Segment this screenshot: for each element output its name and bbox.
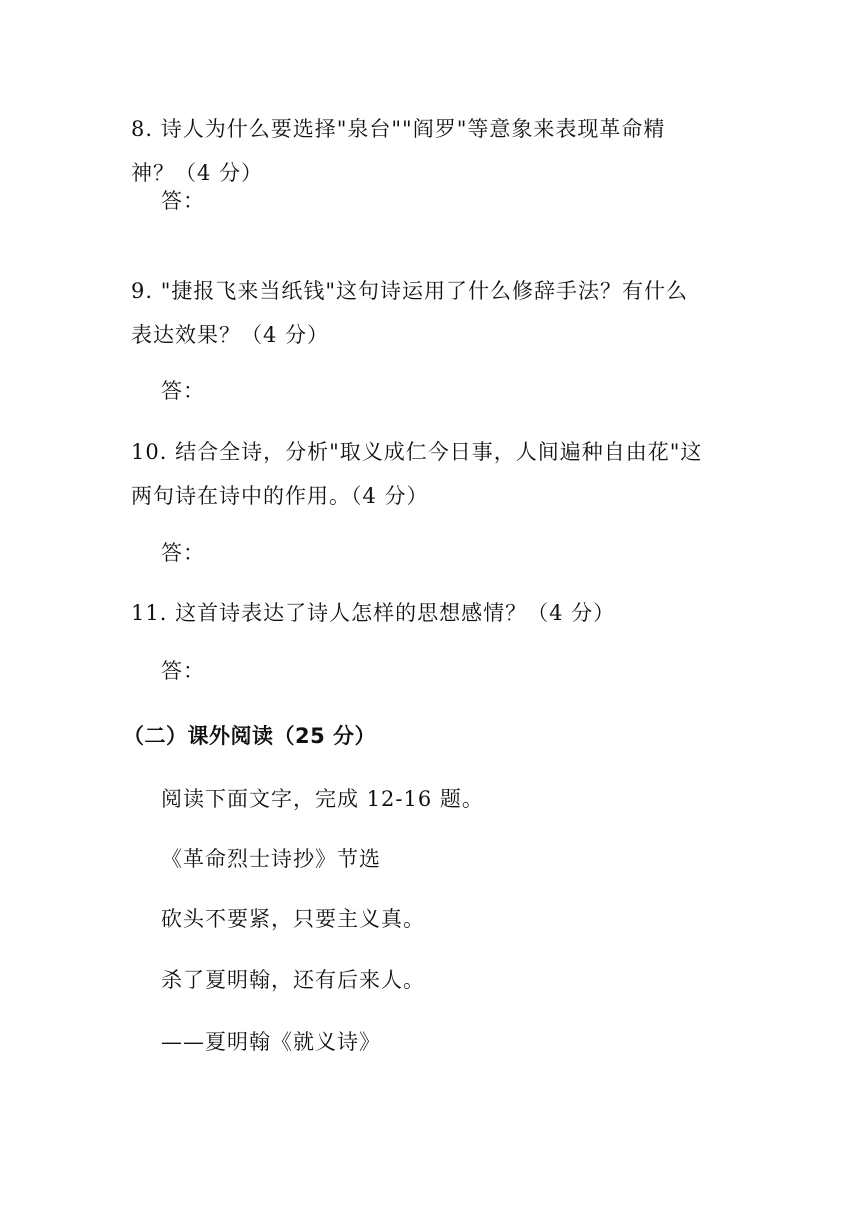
question-9-line-1: 9. "捷报飞来当纸钱"这句诗运用了什么修辞手法？有什么 <box>131 279 689 303</box>
answer-10-label: 答： <box>161 541 205 565</box>
answer-8-label: 答： <box>161 189 205 213</box>
poem-attribution: ——夏明翰《就义诗》 <box>161 1030 381 1054</box>
question-10-line-1: 10. 结合全诗，分析"取义成仁今日事，人间遍种自由花"这 <box>131 440 703 464</box>
reading-instruction: 阅读下面文字，完成 12-16 题。 <box>161 787 484 811</box>
section-heading: （二）课外阅读（25 分） <box>123 724 377 748</box>
poem-line-2: 杀了夏明翰，还有后来人。 <box>161 968 425 992</box>
answer-9-label: 答： <box>161 379 205 403</box>
question-9-line-2: 表达效果？（4 分） <box>131 323 330 347</box>
question-8-line-2: 神？（4 分） <box>131 161 264 185</box>
poem-line-1: 砍头不要紧，只要主义真。 <box>161 907 425 931</box>
answer-11-label: 答： <box>161 659 205 683</box>
source-title: 《革命烈士诗抄》节选 <box>161 847 381 871</box>
question-10-line-2: 两句诗在诗中的作用。（4 分） <box>131 484 429 508</box>
question-8-line-1: 8. 诗人为什么要选择"泉台""阎罗"等意象来表现革命精 <box>131 117 666 141</box>
question-11-line-1: 11. 这首诗表达了诗人怎样的思想感情？（4 分） <box>131 601 616 625</box>
